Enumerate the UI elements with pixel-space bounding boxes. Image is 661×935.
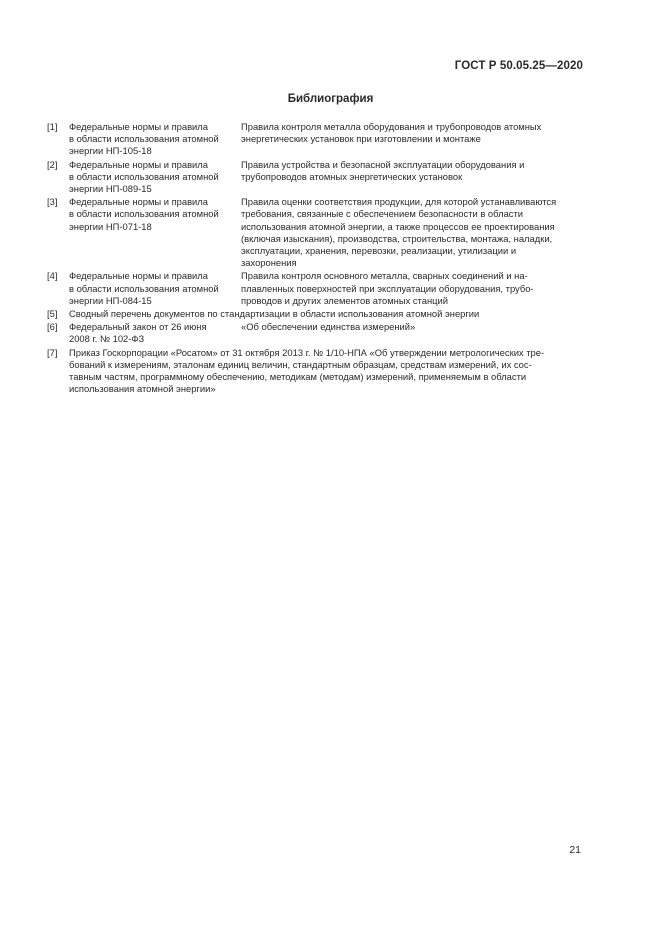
entry-text: Сводный перечень документов по стандартизации в области использования атомной энергии [69, 308, 480, 320]
entry-source: Федеральные нормы и правила в области использования атомной энергии НП-071-18 [69, 196, 219, 232]
entry-source: Федеральные нормы и правила в области использования атомной энергии НП-105-18 [69, 121, 219, 157]
bibliography-entry [47, 321, 583, 345]
bibliography-entry [47, 308, 583, 320]
bibliography-entry [47, 121, 583, 158]
section-title: Библиография [287, 93, 374, 105]
entry-title: Правила контроля основного металла, сварных соединений и на- плавленных поверхностей при эксплуатации оборудования, трубо- проводов и других элементов атомных станций [241, 270, 534, 306]
entry-number: [6] [47, 321, 58, 333]
entry-source: Федеральный закон от 26 июня 2008 г. № 102-ФЗ [69, 321, 207, 345]
entry-number: [3] [47, 196, 58, 208]
entry-text: Приказ Госкорпорации «Росатом» от 31 октября 2013 г. № 1/10-НПА «Об утверждении метрологических тре- бований к измерениям, эталонам единиц величин, стандартным образцам, средствам измерений, их сос- тавным частям, программному обеспечению, методикам (методам) измерений, применяемым в области использования атомной энергии» [69, 346, 545, 395]
bibliography-entry [47, 196, 583, 269]
entry-number: [7] [47, 346, 58, 358]
entry-title: «Об обеспечении единства измерений» [241, 321, 416, 333]
entry-source: Федеральные нормы и правила в области использования атомной энергии НП-084-15 [69, 270, 219, 306]
bibliography-entry [47, 159, 583, 196]
bibliography-list [47, 121, 583, 396]
page-number: 21 [569, 844, 581, 856]
bibliography-entry [47, 347, 583, 396]
entry-title: Правила контроля металла оборудования и трубопроводов атомных энергетических установок при изготовлении и монтаже [241, 121, 542, 145]
entry-title: Правила оценки соответствия продукции, для которой устанавливаются требования, связанные с обеспечением безопасности в области использования атомной энергии, а также процессов ее проектирования (включая изыскания), производства, строительства, монтажа, наладки, эксплуатации, хранения, перевозки, реализации, утилизации и захоронения [241, 196, 557, 269]
entry-number: [5] [47, 308, 58, 320]
entry-title: Правила устройства и безопасной эксплуатации оборудования и трубопроводов атомных энергетических установок [241, 158, 525, 182]
bibliography-entry [47, 270, 583, 307]
entry-number: [4] [47, 270, 58, 282]
entry-number: [1] [47, 121, 58, 132]
document-code: ГОСТ Р 50.05.25—2020 [454, 60, 583, 72]
entry-source: Федеральные нормы и правила в области использования атомной энергии НП-089-15 [69, 158, 219, 195]
entry-number: [2] [47, 158, 58, 170]
